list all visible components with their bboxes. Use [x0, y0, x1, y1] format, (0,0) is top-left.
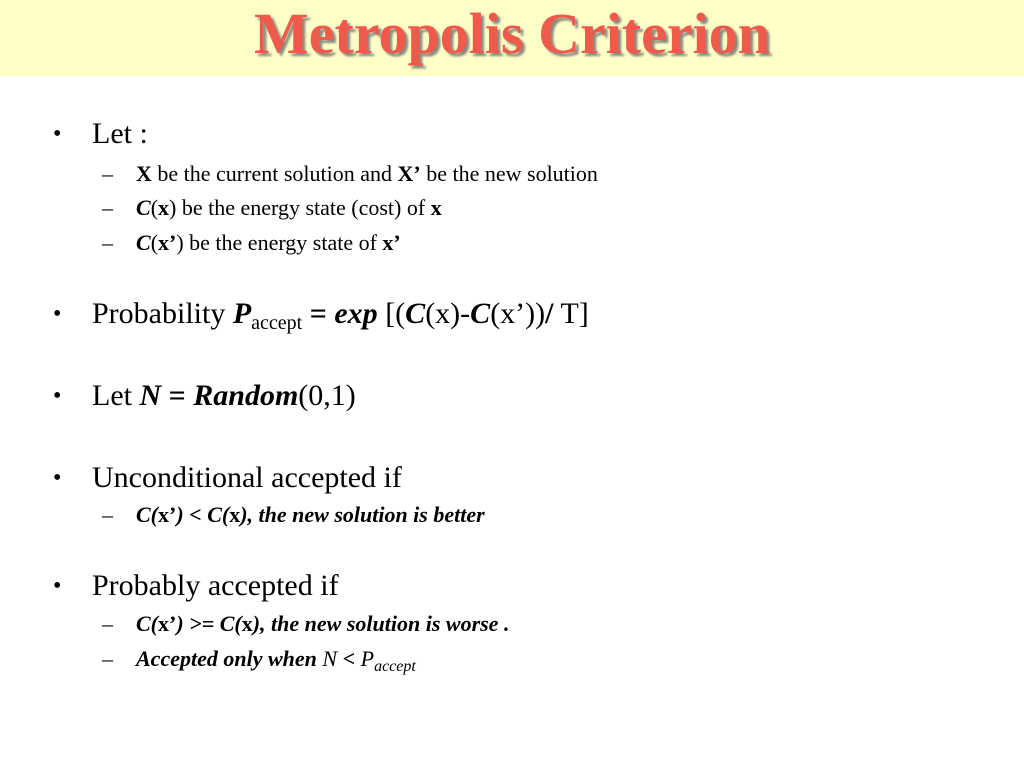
let-heading: Let : — [92, 117, 148, 150]
dash-icon: – — [102, 646, 113, 671]
random-label: Let — [92, 379, 140, 412]
paren-open: ( — [150, 230, 159, 255]
probability-formula — [92, 296, 589, 332]
func-c: C( — [136, 502, 158, 527]
probability-label: Probability — [92, 297, 233, 330]
probably-heading: Probably accepted if — [92, 569, 339, 602]
var-n: N — [322, 646, 338, 671]
subscript-accept: accept — [374, 658, 416, 675]
text-energy-cost: ) be the energy state (cost) of — [169, 195, 431, 220]
var-x-prime: X’ — [397, 161, 421, 186]
dash-icon: – — [102, 502, 113, 527]
func-c: C( — [136, 611, 158, 636]
var-x-prime: x’ — [158, 611, 177, 636]
func-c: C — [470, 297, 491, 330]
dash-icon: – — [102, 161, 113, 186]
random-definition — [92, 378, 356, 414]
greater-equal: ) >= C( — [176, 611, 242, 636]
bullet-icon: • — [53, 573, 62, 599]
var-x: x — [229, 502, 241, 527]
var-x-prime: x’ — [382, 230, 401, 255]
text-current: be the current solution and — [151, 161, 398, 186]
let-item-current-new — [136, 160, 598, 188]
unconditional-condition — [136, 501, 485, 529]
paren-open: ( — [150, 195, 159, 220]
let-item-cost-x-prime — [136, 229, 401, 257]
text-energy: ) be the energy state of — [176, 230, 383, 255]
func-c: C — [136, 230, 151, 255]
unconditional-heading: Unconditional accepted if — [92, 461, 402, 494]
equals-sign: = — [302, 297, 335, 330]
var-x-prime: x’ — [158, 230, 177, 255]
var-x-prime: x’ — [158, 502, 177, 527]
less-than: ) < C( — [176, 502, 230, 527]
var-x: x — [430, 195, 442, 220]
var-n: N — [139, 379, 162, 412]
random-args: (0,1) — [298, 379, 356, 412]
func-random: Random — [193, 379, 299, 412]
subscript-accept: accept — [251, 312, 303, 334]
var-x: x — [158, 195, 170, 220]
probably-accept-rule — [136, 645, 416, 673]
bullet-icon: • — [53, 465, 62, 491]
var-p: P — [360, 646, 375, 671]
let-item-cost-x — [136, 194, 442, 222]
func-c: C — [136, 195, 151, 220]
equals-sign: = — [161, 379, 194, 412]
bullet-icon: • — [53, 301, 62, 327]
var-p: P — [232, 297, 252, 330]
dash-icon: – — [102, 230, 113, 255]
arg-x-prime: (x’)) — [490, 297, 546, 330]
worse-text: ), the new solution is worse . — [252, 611, 510, 636]
bullet-icon: • — [53, 121, 62, 147]
arg-x-minus: (x)- — [425, 297, 471, 330]
divide-sign: / — [545, 297, 554, 330]
bullet-icon: • — [53, 383, 62, 409]
less-than: < — [337, 646, 361, 671]
bracket-open: [( — [377, 297, 406, 330]
slide-title: Metropolis Criterion — [254, 1, 770, 66]
probably-condition — [136, 610, 509, 638]
dash-icon: – — [102, 195, 113, 220]
temperature-term: T] — [553, 297, 589, 330]
func-exp: exp — [334, 297, 378, 330]
dash-icon: – — [102, 611, 113, 636]
accepted-only-when: Accepted only when — [136, 646, 323, 671]
text-new: be the new solution — [420, 161, 598, 186]
better-text: ), the new solution is better — [240, 502, 485, 527]
var-x: x — [241, 611, 253, 636]
func-c: C — [405, 297, 426, 330]
var-x: X — [136, 161, 152, 186]
